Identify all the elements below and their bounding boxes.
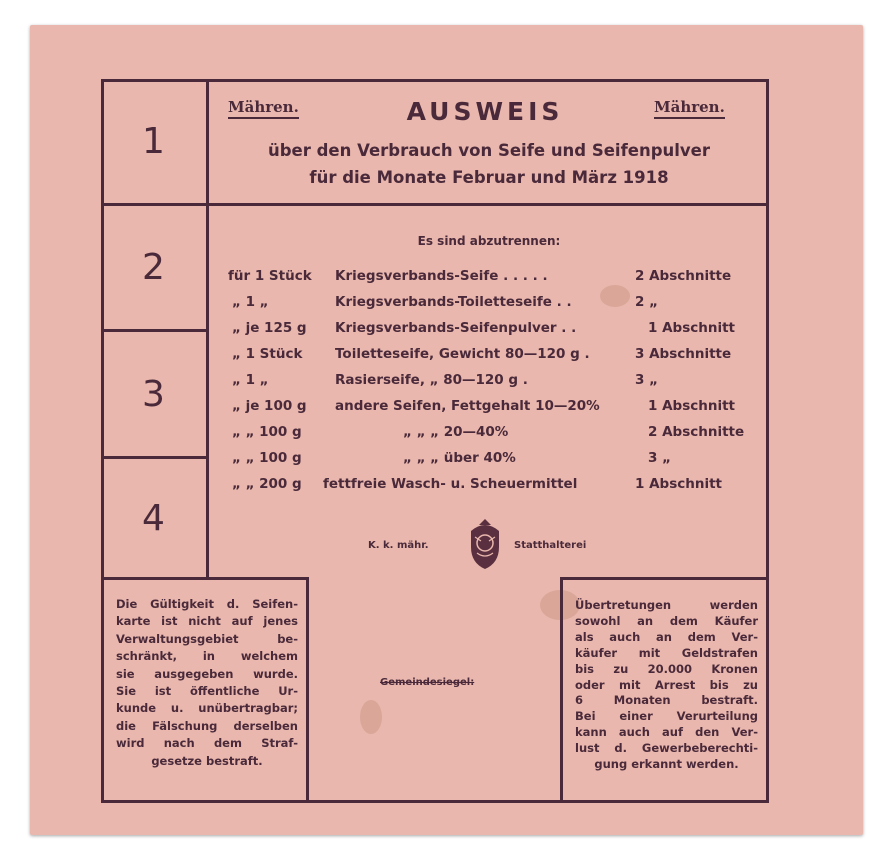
row-quantity: „ 1 Stück bbox=[232, 346, 303, 362]
note-line: gesetze bestraft. bbox=[151, 753, 263, 768]
region-label-right: Mähren. bbox=[654, 98, 725, 119]
coupon-1 bbox=[101, 79, 209, 206]
coupon-2 bbox=[101, 206, 209, 332]
row-item: andere Seifen, Fettgehalt 10—20% bbox=[335, 398, 600, 414]
row-item: Toiletteseife, Gewicht 80—120 g . bbox=[335, 346, 590, 362]
row-quantity: „ je 125 g bbox=[232, 320, 307, 336]
note-line: lust d. Gewerbeberechti- bbox=[575, 741, 758, 756]
note-line: käufer mit Geldstrafen bbox=[575, 645, 758, 660]
row-quantity: „ je 100 g bbox=[232, 398, 307, 414]
row-coupons: 3 „ bbox=[648, 450, 671, 466]
note-line: Bei einer Verurteilung bbox=[575, 709, 758, 724]
row-coupons: 3 Abschnitte bbox=[635, 346, 732, 362]
coupon-number: 3 bbox=[142, 373, 165, 415]
row-coupons: 3 „ bbox=[635, 372, 658, 388]
note-line: Sie ist öffentliche Ur- bbox=[116, 684, 298, 699]
note-line: wird nach dem Straf- bbox=[116, 736, 298, 751]
coupon-number: 2 bbox=[142, 247, 165, 288]
note-line: kunde u. unübertragbar; bbox=[116, 701, 298, 716]
coupon-number: 4 bbox=[142, 497, 165, 539]
note-line: oder mit Arrest bis zu bbox=[575, 677, 758, 692]
region-label-left: Mähren. bbox=[228, 98, 299, 119]
note-line: die Fälschung derselben bbox=[116, 718, 298, 733]
row-coupons: 2 Abschnitte bbox=[635, 268, 732, 284]
authority-left: K. k. mähr. bbox=[368, 540, 429, 551]
card-title: AUSWEIS bbox=[406, 97, 564, 126]
row-item: „ „ „ 20—40% bbox=[403, 424, 509, 440]
note-line: bis zu 20.000 Kronen bbox=[575, 661, 758, 676]
municipal-seal-label: Gemeindesiegel: bbox=[380, 677, 475, 688]
row-item: Kriegsverbands-Toiletteseife . . bbox=[335, 294, 572, 310]
note-line: Verwaltungsgebiet be- bbox=[116, 631, 298, 646]
row-quantity: „ 1 „ bbox=[232, 372, 269, 388]
note-line: schränkt, in welchem bbox=[116, 649, 298, 664]
card-subtitle-1: über den Verbrauch von Seife und Seifenpulver bbox=[267, 141, 711, 160]
row-coupons: 1 Abschnitt bbox=[648, 320, 735, 336]
note-line: sowohl an dem Käufer bbox=[575, 613, 758, 628]
eagle-seal-icon bbox=[463, 517, 507, 571]
row-coupons: 2 „ bbox=[635, 294, 658, 310]
row-coupons: 1 Abschnitt bbox=[635, 476, 722, 492]
coupon-number: 1 bbox=[142, 120, 165, 162]
row-quantity: „ „ 100 g bbox=[232, 450, 302, 466]
row-item: Kriegsverbands-Seifenpulver . . bbox=[335, 320, 577, 336]
coupon-3 bbox=[101, 332, 209, 459]
row-item: „ „ „ über 40% bbox=[403, 450, 516, 466]
note-line: karte ist nicht auf jenes bbox=[116, 614, 298, 629]
note-line: als auch an dem Ver- bbox=[575, 629, 758, 644]
row-quantity: „ 1 „ bbox=[232, 294, 269, 310]
row-coupons: 2 Abschnitte bbox=[648, 424, 745, 440]
row-item: Rasierseife, „ 80—120 g . bbox=[335, 372, 528, 388]
note-line: gung erkannt werden. bbox=[594, 757, 739, 772]
penalty-note bbox=[560, 577, 769, 803]
validity-note bbox=[101, 577, 309, 803]
intro-text: Es sind abzutrennen: bbox=[417, 234, 561, 248]
row-quantity: „ „ 200 g bbox=[232, 476, 302, 492]
row-quantity: für 1 Stück bbox=[228, 268, 312, 284]
row-item: Kriegsverbands-Seife . . . . . bbox=[335, 268, 548, 284]
authority-right: Statthalterei bbox=[514, 540, 587, 551]
coupon-4 bbox=[101, 459, 209, 577]
card-subtitle-2: für die Monate Februar und März 1918 bbox=[309, 168, 669, 187]
row-quantity: „ „ 100 g bbox=[232, 424, 302, 440]
row-item: fettfreie Wasch- u. Scheuermittel bbox=[323, 476, 578, 492]
note-line: sie ausgegeben wurde. bbox=[116, 666, 298, 681]
note-line: Die Gültigkeit d. Seifen- bbox=[116, 597, 298, 611]
note-line: 6 Monaten bestraft. bbox=[575, 693, 758, 708]
row-coupons: 1 Abschnitt bbox=[648, 398, 735, 414]
note-line: kann auch auf den Ver- bbox=[575, 725, 758, 740]
note-line: Übertretungen werden bbox=[575, 598, 758, 612]
